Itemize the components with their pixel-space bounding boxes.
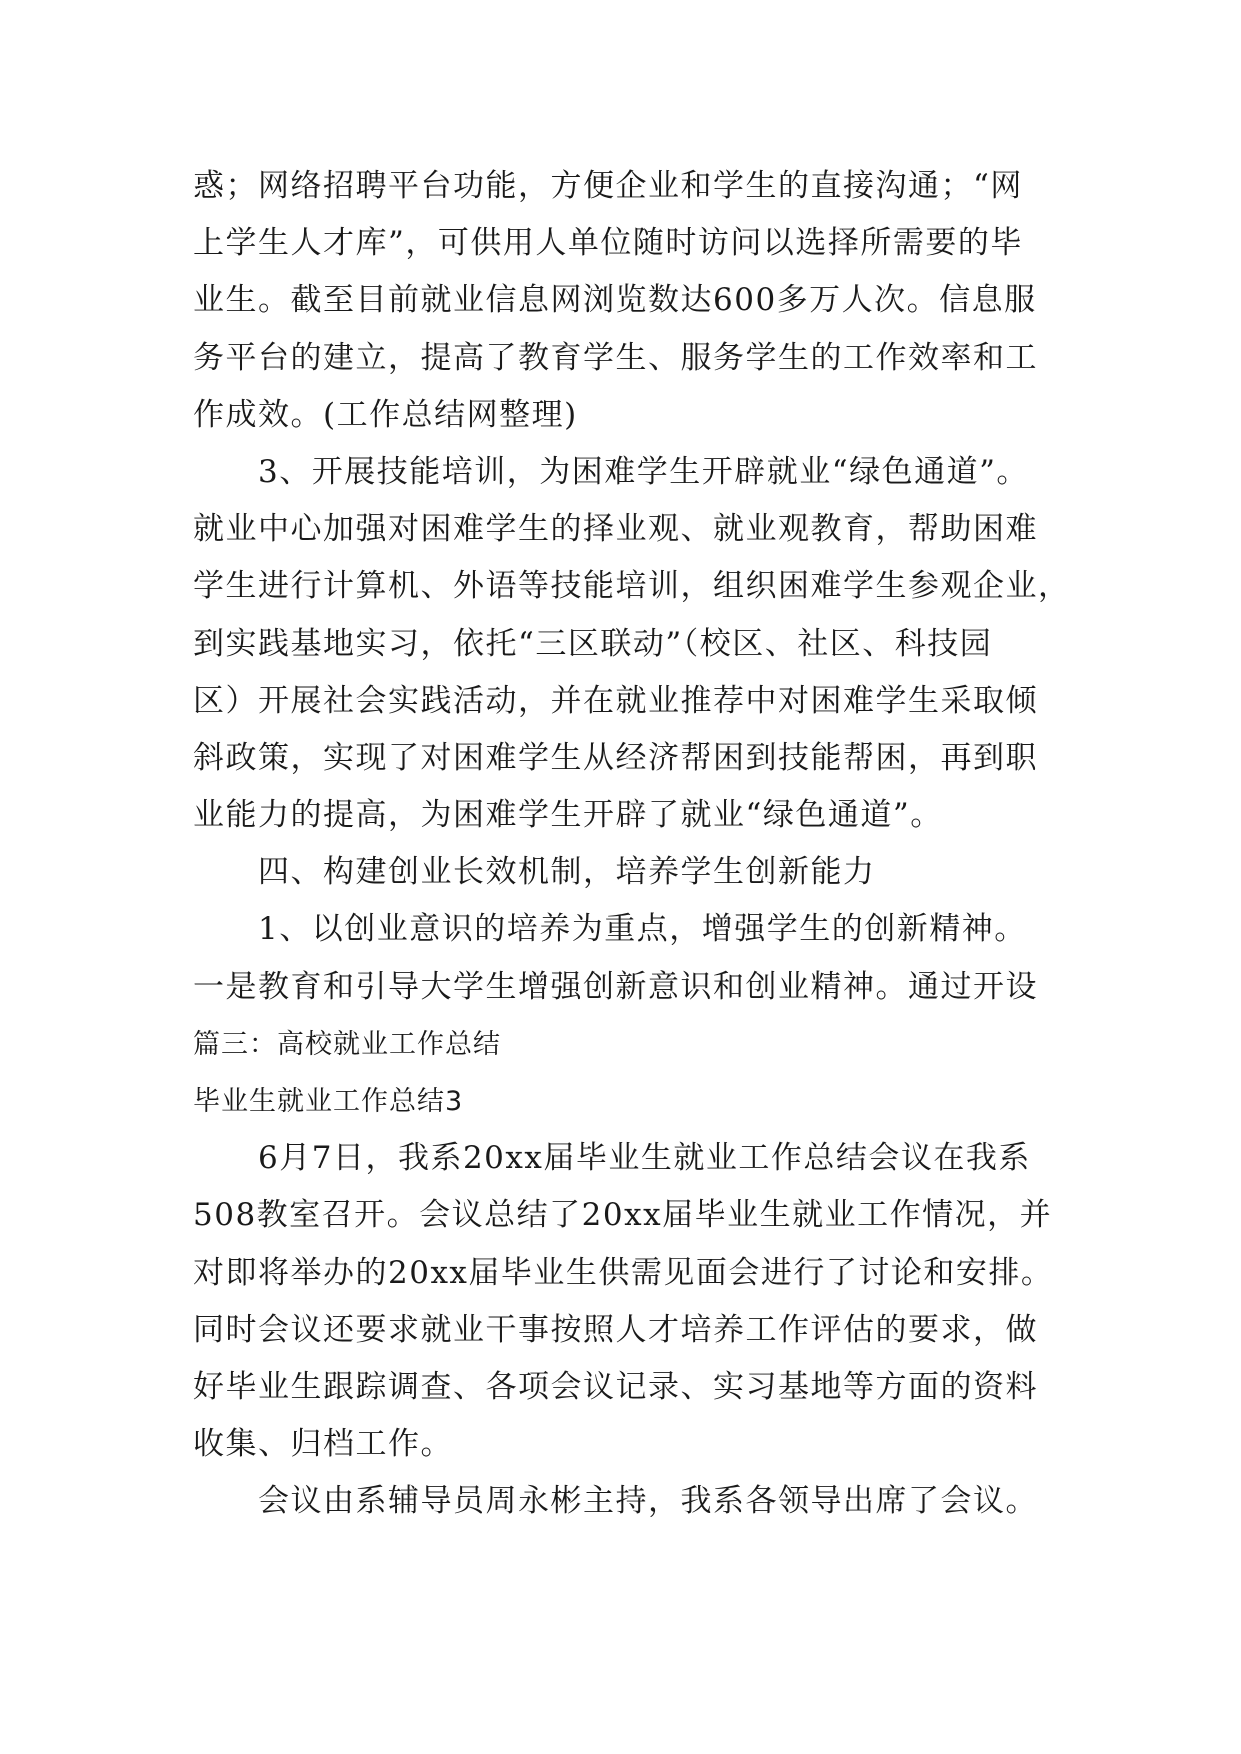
paragraph-line: 斜政策，实现了对困难学生从经济帮困到技能帮困，再到职 — [193, 739, 1038, 776]
paragraph-line: 1、以创业意识的培养为重点，增强学生的创新精神。 — [258, 911, 1027, 948]
paragraph-line: 同时会议还要求就业干事按照人才培养工作评估的要求，做 — [193, 1311, 1038, 1348]
paragraph-line: 508教室召开。会议总结了20xx届毕业生就业工作情况，并 — [193, 1197, 1053, 1234]
paragraph-line: 好毕业生跟踪调查、各项会议记录、实习基地等方面的资料 — [193, 1368, 1038, 1405]
paragraph-line: 惑；网络招聘平台功能，方便企业和学生的直接沟通；“网 — [193, 168, 1023, 204]
paragraph-line: 3、开展技能培训，为困难学生开辟就业“绿色通道”。 — [258, 453, 1029, 490]
paragraph-line: 学生进行计算机、外语等技能培训，组织困难学生参观企业， — [193, 568, 1071, 605]
paragraph-line: 业生。截至目前就业信息网浏览数达600多万人次。信息服 — [193, 282, 1037, 319]
paragraph-line: 到实践基地实习，依托“三区联动”（校区、社区、科技园 — [193, 625, 993, 662]
paragraph-line: 就业中心加强对困难学生的择业观、就业观教育，帮助困难 — [193, 511, 1038, 548]
paragraph-line: 收集、归档工作。 — [193, 1426, 453, 1463]
paragraph-line: 6月7日，我系20xx届毕业生就业工作总结会议在我系 — [258, 1140, 1031, 1177]
paragraph-line: 业能力的提高，为困难学生开辟了就业“绿色通道”。 — [193, 797, 943, 834]
paragraph-line: 会议由系辅导员周永彬主持，我系各领导出席了会议。 — [258, 1483, 1038, 1520]
paragraph-line: 一是教育和引导大学生增强创新意识和创业精神。通过开设 — [193, 968, 1038, 1005]
paragraph-line: 对即将举办的20xx届毕业生供需见面会进行了讨论和安排。 — [193, 1254, 1054, 1291]
document-body — [193, 158, 1073, 1531]
paragraph-line: 四、构建创业长效机制，培养学生创新能力 — [258, 854, 876, 891]
paragraph-line: 务平台的建立，提高了教育学生、服务学生的工作效率和工 — [193, 339, 1038, 376]
paragraph-line: 上学生人才库”，可供用人单位随时访问以选择所需要的毕 — [193, 225, 1023, 262]
section-heading-line: 毕业生就业工作总结3 — [193, 1086, 464, 1117]
paragraph-line: 作成效。(工作总结网整理) — [193, 396, 578, 433]
section-heading-line: 篇三：高校就业工作总结 — [193, 1028, 501, 1060]
paragraph-line: 区）开展社会实践活动，并在就业推荐中对困难学生采取倾 — [193, 682, 1038, 719]
